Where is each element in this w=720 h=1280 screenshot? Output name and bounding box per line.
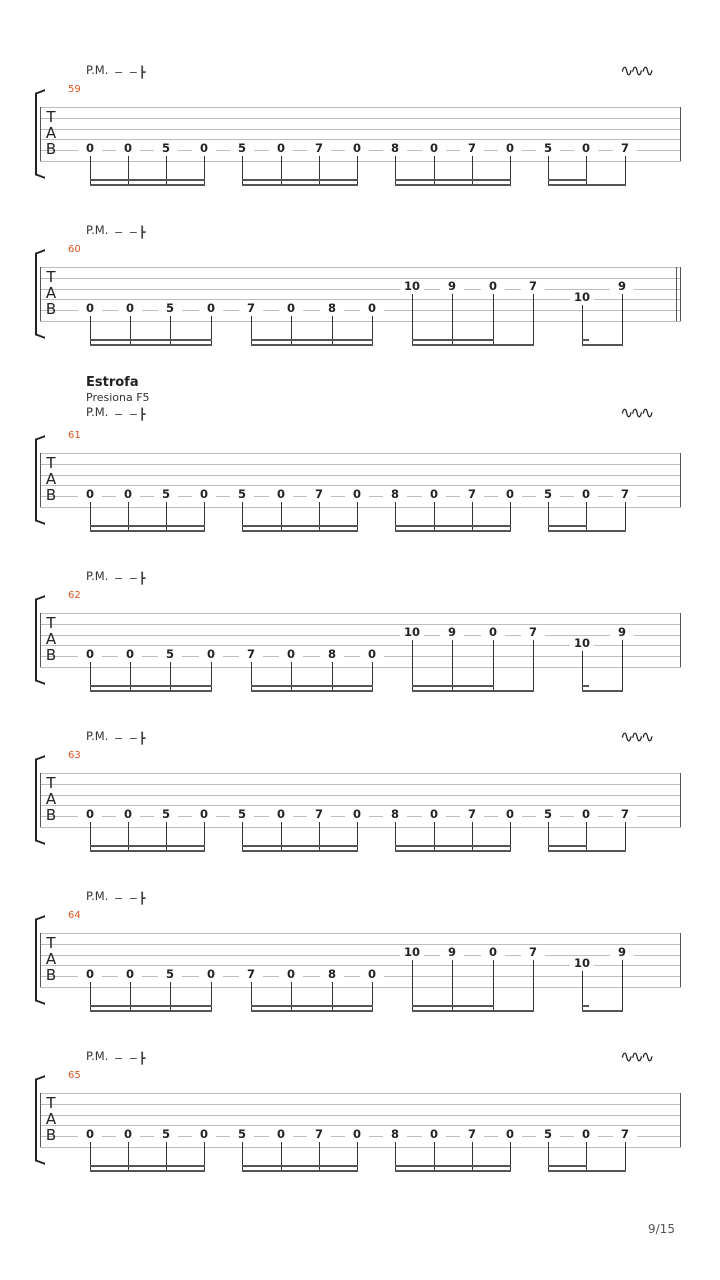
fret-number: 7	[307, 1128, 331, 1140]
beam-secondary	[90, 1005, 212, 1007]
fret-number: 5	[154, 142, 178, 154]
note-stem	[412, 640, 413, 691]
fret-number: 8	[383, 808, 407, 820]
staff-line	[40, 321, 681, 322]
fret-number: 7	[307, 142, 331, 154]
barline-end	[680, 453, 681, 507]
beam-primary	[395, 184, 511, 186]
barline-start	[40, 1093, 41, 1147]
fret-number: 5	[536, 1128, 560, 1140]
fret-number: 10	[400, 280, 424, 292]
tab-clef-a: A	[45, 470, 57, 488]
barline-start	[40, 453, 41, 507]
measure-number: 60	[68, 244, 81, 255]
fret-number: 9	[610, 626, 634, 638]
staff-line	[40, 624, 681, 625]
fret-number: 9	[610, 946, 634, 958]
beam-secondary	[242, 525, 358, 527]
beam-secondary	[548, 1165, 587, 1167]
vibrato-mark: ∿∿∿	[620, 403, 652, 422]
beam-secondary	[395, 179, 511, 181]
beam-primary	[242, 184, 358, 186]
fret-number: 5	[536, 488, 560, 500]
fret-number: 0	[498, 142, 522, 154]
fret-number: 9	[440, 626, 464, 638]
beam-secondary	[412, 685, 494, 687]
note-stem	[412, 294, 413, 345]
barline-end	[680, 773, 681, 827]
fret-number: 0	[481, 946, 505, 958]
barline-end	[680, 107, 681, 161]
note-stem	[533, 960, 534, 1011]
fret-number: 0	[422, 488, 446, 500]
staff-line	[40, 827, 681, 828]
barline-start	[40, 933, 41, 987]
fret-number: 0	[78, 648, 102, 660]
palm-mute-label: P.M.	[86, 889, 109, 903]
fret-number: 9	[610, 280, 634, 292]
tab-clef-b: B	[45, 1126, 57, 1144]
note-stem	[625, 822, 626, 851]
beam-secondary	[582, 685, 589, 687]
staff-line	[40, 475, 681, 476]
tab-clef-a: A	[45, 950, 57, 968]
barline-final	[676, 267, 677, 321]
fret-number: 10	[400, 626, 424, 638]
fret-number: 0	[192, 488, 216, 500]
fret-number: 7	[460, 1128, 484, 1140]
staff-line	[40, 773, 681, 774]
beam-primary	[548, 184, 626, 186]
fret-number: 5	[154, 808, 178, 820]
beam-primary	[251, 1010, 373, 1012]
palm-mute-label: P.M.	[86, 729, 109, 743]
tab-clef-a: A	[45, 1110, 57, 1128]
beam-secondary	[412, 339, 494, 341]
fret-number: 0	[481, 280, 505, 292]
note-stem	[625, 502, 626, 531]
beam-secondary	[251, 339, 373, 341]
note-stem	[533, 294, 534, 345]
fret-number: 10	[400, 946, 424, 958]
fret-number: 0	[498, 1128, 522, 1140]
staff-line	[40, 161, 681, 162]
beam-primary	[412, 690, 534, 692]
fret-number: 7	[613, 1128, 637, 1140]
measure-number: 61	[68, 430, 81, 441]
fret-number: 0	[192, 142, 216, 154]
barline-end	[680, 1093, 681, 1147]
beam-secondary	[412, 1005, 494, 1007]
tab-clef-t: T	[46, 108, 56, 126]
fret-number: 8	[320, 302, 344, 314]
beam-primary	[251, 344, 373, 346]
fret-number: 5	[536, 808, 560, 820]
palm-mute-label: P.M.	[86, 223, 109, 237]
beam-secondary	[90, 525, 205, 527]
tab-clef-b: B	[45, 300, 57, 318]
beam-secondary	[242, 1165, 358, 1167]
fret-number: 8	[383, 488, 407, 500]
fret-number: 10	[570, 637, 594, 649]
tab-clef-t: T	[46, 774, 56, 792]
fret-number: 5	[158, 968, 182, 980]
measure-number: 62	[68, 590, 81, 601]
fret-number: 5	[230, 1128, 254, 1140]
fret-number: 0	[116, 1128, 140, 1140]
note-stem	[533, 640, 534, 691]
beam-primary	[582, 1010, 623, 1012]
palm-mute-extension: − −┣	[114, 732, 147, 745]
palm-mute-extension: − −┣	[114, 892, 147, 905]
vibrato-mark: ∿∿∿	[620, 727, 652, 746]
fret-number: 7	[307, 808, 331, 820]
beam-secondary	[582, 1005, 589, 1007]
fret-number: 7	[239, 968, 263, 980]
palm-mute-extension: − −┣	[114, 226, 147, 239]
fret-number: 0	[279, 302, 303, 314]
measure-number: 64	[68, 910, 81, 921]
fret-number: 7	[460, 142, 484, 154]
fret-number: 0	[118, 648, 142, 660]
staff-line	[40, 1147, 681, 1148]
fret-number: 9	[440, 946, 464, 958]
staff-line	[40, 129, 681, 130]
beam-secondary	[90, 339, 212, 341]
fret-number: 0	[498, 488, 522, 500]
barline-end	[680, 267, 681, 321]
palm-mute-label: P.M.	[86, 569, 109, 583]
staff-line	[40, 987, 681, 988]
section-title: Estrofa	[86, 375, 139, 390]
fret-number: 7	[460, 488, 484, 500]
beam-primary	[90, 850, 205, 852]
page-number: 9/15	[648, 1222, 675, 1236]
fret-number: 7	[613, 142, 637, 154]
fret-number: 5	[536, 142, 560, 154]
fret-number: 7	[521, 626, 545, 638]
beam-secondary	[90, 685, 212, 687]
fret-number: 5	[154, 1128, 178, 1140]
beam-primary	[90, 1170, 205, 1172]
palm-mute-extension: − −┣	[114, 572, 147, 585]
staff-line	[40, 944, 681, 945]
beam-primary	[90, 690, 212, 692]
fret-number: 0	[118, 968, 142, 980]
fret-number: 0	[192, 1128, 216, 1140]
beam-primary	[395, 850, 511, 852]
note-stem	[452, 960, 453, 1011]
fret-number: 0	[279, 968, 303, 980]
beam-primary	[395, 1170, 511, 1172]
beam-primary	[90, 530, 205, 532]
beam-primary	[90, 1010, 212, 1012]
beam-primary	[395, 530, 511, 532]
fret-number: 5	[158, 648, 182, 660]
fret-number: 10	[570, 291, 594, 303]
fret-number: 0	[199, 302, 223, 314]
note-stem	[493, 960, 494, 1011]
fret-number: 0	[116, 488, 140, 500]
fret-number: 5	[230, 808, 254, 820]
note-stem	[625, 156, 626, 185]
fret-number: 0	[574, 142, 598, 154]
tab-clef-t: T	[46, 1094, 56, 1112]
fret-number: 0	[422, 808, 446, 820]
tab-clef-b: B	[45, 486, 57, 504]
beam-primary	[412, 1010, 534, 1012]
fret-number: 7	[613, 808, 637, 820]
beam-primary	[582, 690, 623, 692]
fret-number: 0	[360, 302, 384, 314]
tab-clef-t: T	[46, 454, 56, 472]
beam-secondary	[90, 179, 205, 181]
fret-number: 8	[320, 968, 344, 980]
fret-number: 10	[570, 957, 594, 969]
barline-start	[40, 267, 41, 321]
note-stem	[493, 640, 494, 691]
fret-number: 0	[199, 968, 223, 980]
tab-clef-t: T	[46, 614, 56, 632]
beam-secondary	[395, 845, 511, 847]
beam-primary	[548, 850, 626, 852]
tab-clef-b: B	[45, 646, 57, 664]
staff-line	[40, 107, 681, 108]
fret-number: 0	[78, 968, 102, 980]
vibrato-mark: ∿∿∿	[620, 1047, 652, 1066]
fret-number: 0	[574, 1128, 598, 1140]
staff-line	[40, 795, 681, 796]
beam-primary	[582, 344, 623, 346]
staff-line	[40, 278, 681, 279]
fret-number: 0	[199, 648, 223, 660]
beam-secondary	[548, 525, 587, 527]
fret-number: 7	[307, 488, 331, 500]
fret-number: 0	[345, 808, 369, 820]
staff-line	[40, 784, 681, 785]
fret-number: 7	[460, 808, 484, 820]
fret-number: 0	[78, 1128, 102, 1140]
fret-number: 8	[383, 1128, 407, 1140]
fret-number: 0	[360, 968, 384, 980]
barline-start	[40, 107, 41, 161]
fret-number: 0	[78, 808, 102, 820]
beam-primary	[90, 344, 212, 346]
beam-secondary	[548, 179, 587, 181]
beam-secondary	[242, 845, 358, 847]
palm-mute-label: P.M.	[86, 405, 109, 419]
note-stem	[622, 294, 623, 345]
staff-line	[40, 1104, 681, 1105]
tab-clef-b: B	[45, 966, 57, 984]
fret-number: 8	[383, 142, 407, 154]
fret-number: 0	[78, 142, 102, 154]
fret-number: 0	[345, 488, 369, 500]
tab-clef-a: A	[45, 630, 57, 648]
beam-secondary	[548, 845, 587, 847]
fret-number: 8	[320, 648, 344, 660]
fret-number: 0	[78, 302, 102, 314]
palm-mute-label: P.M.	[86, 63, 109, 77]
fret-number: 0	[269, 488, 293, 500]
tab-clef-a: A	[45, 790, 57, 808]
fret-number: 0	[116, 808, 140, 820]
beam-primary	[90, 184, 205, 186]
fret-number: 7	[239, 302, 263, 314]
fret-number: 5	[230, 488, 254, 500]
fret-number: 5	[158, 302, 182, 314]
fret-number: 5	[154, 488, 178, 500]
note-stem	[452, 294, 453, 345]
section-subtitle: Presiona F5	[86, 391, 150, 404]
palm-mute-extension: − −┣	[114, 1052, 147, 1065]
fret-number: 0	[78, 488, 102, 500]
note-stem	[622, 960, 623, 1011]
staff-line	[40, 507, 681, 508]
fret-number: 7	[239, 648, 263, 660]
barline-end	[680, 613, 681, 667]
tab-clef-a: A	[45, 124, 57, 142]
beam-primary	[412, 344, 534, 346]
beam-secondary	[395, 1165, 511, 1167]
measure-number: 65	[68, 1070, 81, 1081]
staff-line	[40, 267, 681, 268]
fret-number: 0	[498, 808, 522, 820]
tab-clef-t: T	[46, 934, 56, 952]
barline-end	[680, 933, 681, 987]
palm-mute-label: P.M.	[86, 1049, 109, 1063]
beam-primary	[548, 1170, 626, 1172]
fret-number: 0	[279, 648, 303, 660]
tab-clef-a: A	[45, 284, 57, 302]
fret-number: 0	[422, 1128, 446, 1140]
beam-primary	[251, 690, 373, 692]
fret-number: 0	[422, 142, 446, 154]
fret-number: 5	[230, 142, 254, 154]
fret-number: 9	[440, 280, 464, 292]
tab-clef-b: B	[45, 140, 57, 158]
measure-number: 63	[68, 750, 81, 761]
barline-start	[40, 773, 41, 827]
tab-clef-t: T	[46, 268, 56, 286]
fret-number: 0	[481, 626, 505, 638]
staff-line	[40, 453, 681, 454]
beam-secondary	[395, 525, 511, 527]
beam-secondary	[90, 845, 205, 847]
fret-number: 0	[269, 1128, 293, 1140]
beam-secondary	[251, 1005, 373, 1007]
fret-number: 0	[574, 488, 598, 500]
fret-number: 0	[345, 142, 369, 154]
vibrato-mark: ∿∿∿	[620, 61, 652, 80]
staff-line	[40, 613, 681, 614]
fret-number: 7	[613, 488, 637, 500]
palm-mute-extension: − −┣	[114, 408, 147, 421]
fret-number: 0	[269, 142, 293, 154]
beam-primary	[242, 530, 358, 532]
fret-number: 0	[345, 1128, 369, 1140]
note-stem	[493, 294, 494, 345]
palm-mute-extension: − −┣	[114, 66, 147, 79]
fret-number: 0	[574, 808, 598, 820]
beam-secondary	[242, 179, 358, 181]
fret-number: 0	[116, 142, 140, 154]
beam-secondary	[582, 339, 589, 341]
fret-number: 7	[521, 946, 545, 958]
staff-line	[40, 1093, 681, 1094]
fret-number: 0	[269, 808, 293, 820]
note-stem	[412, 960, 413, 1011]
staff-line	[40, 667, 681, 668]
beam-primary	[548, 530, 626, 532]
tab-clef-b: B	[45, 806, 57, 824]
beam-primary	[242, 850, 358, 852]
fret-number: 0	[192, 808, 216, 820]
note-stem	[622, 640, 623, 691]
note-stem	[452, 640, 453, 691]
staff-line	[40, 118, 681, 119]
fret-number: 0	[360, 648, 384, 660]
measure-number: 59	[68, 84, 81, 95]
fret-number: 7	[521, 280, 545, 292]
staff-line	[40, 933, 681, 934]
barline-start	[40, 613, 41, 667]
beam-secondary	[251, 685, 373, 687]
fret-number: 0	[118, 302, 142, 314]
note-stem	[625, 1142, 626, 1171]
beam-primary	[242, 1170, 358, 1172]
beam-secondary	[90, 1165, 205, 1167]
staff-line	[40, 1115, 681, 1116]
staff-line	[40, 464, 681, 465]
